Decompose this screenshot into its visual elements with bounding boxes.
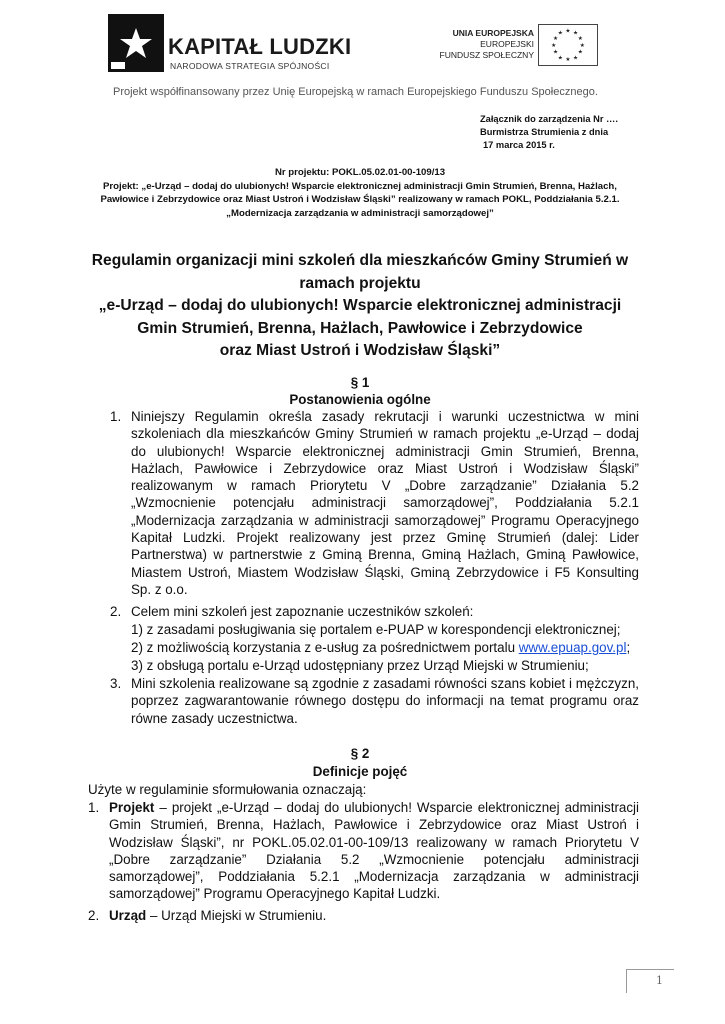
svg-text:★: ★	[551, 42, 557, 49]
s2-item-1-text: – projekt „e-Urząd – dodaj do ulubionych! Wsparcie elektronicznej administracji Gmin Strumień, Brenna, Hażlach, Pawłowice i Zebrzydowice oraz Miast Ustroń i Wodzisław Śląski”, nr POKL.05.02.01-00-109/13 realizowany w ramach Priorytetu V „Dobre zarządzanie” Działania 5.2 „Wzmocnienie potencjału administracji samorządowej”, Poddziałania 5.2.1 „Modernizacja zarządzania w administracji samorządowej” Programu Operacyjnego Kapitał Ludzki.	[109, 800, 639, 902]
title-line-3: „e-Urząd – dodaj do ulubionych! Wsparcie elektronicznej administracji	[98, 297, 622, 314]
s2-item-2-term: Urząd	[109, 908, 147, 923]
project-info-line-2: Projekt: „e-Urząd – dodaj do ulubionych! Wsparcie elektronicznej administracji Gmin Strumień, Brenna, Hażlach,	[103, 180, 617, 192]
title-line-1: Regulamin organizacji mini szkoleń dla mieszkańców Gminy Strumień w	[91, 252, 629, 269]
annex-line-3: 17 marca 2015 r.	[483, 140, 555, 150]
kapital-ludzki-title: KAPITAŁ LUDZKI	[168, 34, 352, 59]
svg-text:★: ★	[565, 57, 571, 64]
epuap-link[interactable]: www.epuap.gov.pl	[518, 640, 627, 655]
eu-line-3: FUNDUSZ SPOŁECZNY	[439, 50, 534, 60]
annex-note	[480, 113, 618, 152]
eu-logo	[439, 24, 600, 74]
section-1-number: § 1	[350, 375, 370, 390]
s1-item-2-sub-2-text: 2) z możliwością korzystania z e-usług za pośrednictwem portalu	[131, 640, 519, 655]
eu-line-2: EUROPEJSKI	[480, 39, 534, 49]
project-info	[60, 166, 660, 220]
eu-flag-icon	[538, 24, 598, 66]
s2-item-2-number: 2.	[88, 908, 100, 923]
s1-item-2-sub-2-end: ;	[626, 640, 631, 655]
page-number: 1	[656, 974, 663, 987]
eu-line-1: UNIA EUROPEJSKA	[452, 28, 534, 38]
page-number-box	[626, 969, 674, 993]
project-info-line-3: Pawłowice i Zebrzydowice oraz Miast Ustroń i Wodzisław Śląski” realizowany w ramach POKL, Poddziałania 5.2.1.	[100, 194, 620, 205]
s1-item-2-sub-3: 3) z obsługą portalu e-Urząd udostępniany przez Urząd Miejski w Strumieniu;	[131, 658, 589, 673]
title-line-2: ramach projektu	[299, 274, 421, 292]
title-line-4: Gmin Strumień, Brenna, Hażlach, Pawłowice i Zebrzydowice	[137, 319, 583, 337]
s2-item-2	[109, 907, 639, 924]
kapital-ludzki-logo	[108, 14, 352, 74]
kapital-ludzki-subtitle: NARODOWA STRATEGIA SPÓJNOŚCI	[170, 61, 330, 71]
svg-text:★: ★	[553, 49, 559, 56]
s2-item-2-text: – Urząd Miejski w Strumieniu.	[146, 908, 327, 923]
section-2-number: § 2	[350, 746, 370, 761]
s1-item-3-text: Mini szkolenia realizowane są zgodnie z zasadami równości szans kobiet i mężczyzn, poprzez zagwarantowanie równego dostępu do informacji na temat programu oraz równe zasady uczestnictwa.	[131, 676, 639, 726]
svg-text:★: ★	[573, 55, 579, 62]
project-info-line-4: „Modernizacja zarządzania w administracji samorządowej”	[226, 207, 494, 219]
s1-item-2-sub-2	[131, 639, 630, 656]
svg-text:★: ★	[553, 36, 559, 43]
kapital-ludzki-emblem-icon	[108, 14, 164, 72]
s1-item-1-text: Niniejszy Regulamin określa zasady rekrutacji i warunki uczestnictwa w mini szkoleniach dla mieszkańców Gminy Strumień w ramach projektu „e-Urząd – dodaj do ulubionych! Wsparcie elektronicznej administracji Gmin Strumień, Brenna, Hażlach, Pawłowice i Zebrzydowice oraz Miast Ustroń i Wodzisław Śląski” realizowanym w ramach Priorytetu V „Dobre zarządzanie” Działania 5.2 „Wzmocnienie potencjału administracji samorządowej”, Poddziałania 5.2.1 „Modernizacja zarządzania w administracji samorządowej” Programu Operacyjnego Kapitał Ludzki. Projekt realizowany jest przez Gminę Strumień (dalej: Lider Partnerstwa) w partnerstwie z Gminą Brenna, Gminą Hażlach, Gminą Pawłowice, Miastem Ustroń, Miastem Wodzisław Śląski, Gminą Zebrzydowice i F5 Konsulting Sp. z o.o.	[131, 409, 639, 597]
document-title	[60, 250, 660, 363]
s1-item-1-number: 1.	[110, 409, 122, 424]
svg-text:★: ★	[577, 36, 583, 43]
s2-intro: Użyte w regulaminie sformułowania oznaczają:	[88, 782, 367, 797]
svg-text:★: ★	[579, 42, 585, 49]
svg-text:★: ★	[573, 30, 579, 37]
section-2-heading: Definicje pojęć	[312, 764, 408, 779]
annex-line-1: Załącznik do zarządzenia Nr ….	[480, 114, 618, 124]
s1-item-2-text: Celem mini szkoleń jest zapoznanie uczestników szkoleń:	[131, 604, 474, 619]
s1-item-3-number: 3.	[110, 676, 122, 691]
svg-text:★: ★	[557, 30, 563, 37]
title-line-5: oraz Miast Ustroń i Wodzisław Śląski”	[219, 342, 501, 359]
s2-item-1-term: Projekt	[109, 800, 155, 815]
s1-item-2-number: 2.	[110, 604, 122, 619]
svg-text:★: ★	[577, 49, 583, 56]
annex-line-2: Burmistrza Strumienia z dnia	[480, 127, 609, 137]
section-1-heading: Postanowienia ogólne	[289, 392, 431, 407]
s2-item-1-number: 1.	[88, 800, 100, 815]
s1-item-2-sub-1: 1) z zasadami posługiwania się portalem e-PUAP w korespondencji elektronicznej;	[131, 622, 621, 637]
cofinancing-note: Projekt współfinansowany przez Unię Europejską w ramach Europejskiego Funduszu Społecznego.	[113, 86, 598, 98]
svg-text:★: ★	[565, 28, 571, 35]
s2-item-1	[109, 799, 639, 903]
svg-text:★: ★	[557, 55, 563, 62]
project-number: Nr projektu: POKL.05.02.01-00-109/13	[274, 167, 446, 178]
